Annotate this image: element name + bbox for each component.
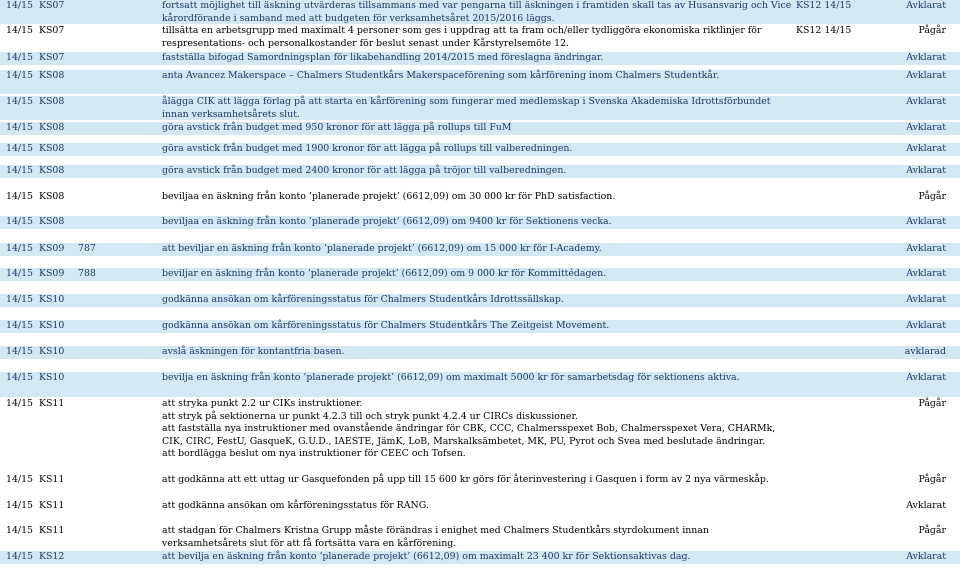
table-row [0, 243, 960, 256]
cell-status: Pågår [918, 25, 946, 36]
table-row [0, 122, 960, 135]
cell-decision: godkänna ansökan om kårföreningsstatus för Chalmers Studentkårs The Zeitgeist Movement. [162, 320, 610, 331]
cell-meeting: KS11 [39, 398, 65, 409]
cell-decision: att godkänna att ett uttag ur Gasquefonden på upp till 15 600 kr görs för återinvestering i Gasquen i form av 2 nya värmeskåp. [162, 474, 769, 485]
table-row [0, 165, 960, 178]
cell-status: Avklarat [906, 0, 946, 11]
cell-decision: att stryka punkt 2.2 ur CIKs instruktioner. att stryk på sektionerna ur punkt 4.2.3 till och stryk punkt 4.2.4 ur CIRCs diskussioner. att fastställa nya instruktioner med ovanstående ändringar för CBK, CCC, Chalmersspexet Bob, Chalmersspexet Vera, CHARMk, CIK, CIRC, FestU, GasqueK, G.U.D., IAESTE, JämK, LoB, Marskalksämbetet, MK, PU, Pyrot och Svea med beslutade ändringar. att bordlägga beslut om nya instruktioner för CEEC och Tofsen. [162, 398, 776, 459]
cell-meeting: KS08 [39, 122, 65, 133]
cell-decision: beviljaa en äskning från konto ’planerade projekt’ (6612,09) om 30 000 kr för PhD satisfaction. [162, 191, 616, 202]
cell-status: Avklarat [906, 122, 946, 133]
cell-reference: KS12 14/15 [796, 25, 852, 36]
table-row [0, 70, 960, 94]
table-row [0, 320, 960, 333]
cell-status: Pågår [918, 398, 946, 409]
cell-meeting: KS09 [39, 243, 65, 254]
cell-year: 14/15 [6, 25, 34, 36]
table-row [0, 294, 960, 307]
cell-year: 14/15 [6, 320, 34, 331]
cell-decision: göra avstick från budget med 1900 kronor för att lägga på rollups till valberedningen. [162, 143, 573, 154]
cell-year: 14/15 [6, 294, 34, 305]
table-row [0, 346, 960, 359]
cell-decision: anta Avancez Makerspace – Chalmers Studentkårs Makerspaceförening som kårförening inom Chalmers Studentkår. [162, 70, 720, 81]
table-row [0, 525, 960, 550]
table-row [0, 25, 960, 50]
cell-status: Avklarat [906, 216, 946, 227]
table-row [0, 191, 960, 204]
cell-year: 14/15 [6, 52, 34, 63]
table-row [0, 268, 960, 281]
table-row [0, 474, 960, 499]
cell-decision: bevilja en äskning från konto ’planerade projekt’ (6612,09) om maximalt 5000 kr för samarbetsdag för sektionens aktiva. [162, 372, 740, 383]
cell-status: Avklarat [906, 500, 946, 511]
cell-year: 14/15 [6, 346, 34, 357]
cell-status: Avklarat [906, 243, 946, 254]
cell-meeting: KS11 [39, 525, 65, 536]
cell-meeting: KS10 [39, 346, 65, 357]
cell-status: Avklarat [906, 294, 946, 305]
cell-year: 14/15 [6, 143, 34, 154]
cell-meeting: KS08 [39, 96, 65, 107]
cell-status: Avklarat [906, 551, 946, 562]
table-row [0, 500, 960, 513]
cell-meeting: KS09 [39, 268, 65, 279]
cell-meeting: KS08 [39, 165, 65, 176]
cell-meeting: KS11 [39, 500, 65, 511]
cell-decision: avslå äskningen för kontantfria basen. [162, 346, 345, 357]
cell-status: Avklarat [906, 52, 946, 63]
cell-meeting: KS12 [39, 551, 65, 562]
cell-decision: att godkänna ansökan om kårföreningsstatus för RANG. [162, 500, 429, 511]
cell-year: 14/15 [6, 398, 34, 409]
cell-status: Avklarat [906, 96, 946, 107]
cell-year: 14/15 [6, 372, 34, 383]
cell-year: 14/15 [6, 216, 34, 227]
cell-status: Avklarat [906, 165, 946, 176]
cell-meeting: KS07 [39, 52, 65, 63]
table-row [0, 0, 960, 24]
cell-decision: att stadgan för Chalmers Kristna Grupp måste förändras i enighet med Chalmers Studentkårs styrdokument innan verksamhetsårets slut för att få fortsätta vara en kårförening. [162, 525, 712, 549]
table-row [0, 216, 960, 229]
cell-meeting: KS07 [39, 0, 65, 11]
cell-status: Avklarat [906, 143, 946, 154]
table-row [0, 52, 960, 65]
cell-decision: godkänna ansökan om kårföreningsstatus för Chalmers Studentkårs Idrottssällskap. [162, 294, 564, 305]
cell-decision: att bevilja en äskning från konto ’planerade projekt’ (6612,09) om maximalt 23 400 kr för Sektionsaktivas dag. [162, 551, 691, 562]
table-row [0, 551, 960, 564]
cell-year: 14/15 [6, 70, 34, 81]
cell-meeting: KS08 [39, 216, 65, 227]
cell-year: 14/15 [6, 474, 34, 485]
cell-decision: göra avstick från budget med 950 kronor för att lägga på rollups till FuM [162, 122, 512, 133]
cell-decision: beviljaa en äskning från konto ’planerade projekt’ (6612,09) om 9400 kr för Sektionens vecka. [162, 216, 612, 227]
cell-year: 14/15 [6, 525, 34, 536]
cell-year: 14/15 [6, 122, 34, 133]
table-row [0, 372, 960, 397]
cell-decision: fastställa bifogad Samordningsplan för likabehandling 2014/2015 med föreslagna ändringar. [162, 52, 604, 63]
cell-decision: att beviljar en äskning från konto ’planerade projekt’ (6612,09) om 15 000 kr för I-Academy. [162, 243, 602, 254]
cell-status: Avklarat [906, 268, 946, 279]
cell-year: 14/15 [6, 96, 34, 107]
cell-decision: göra avstick från budget med 2400 kronor för att lägga på tröjor till valberedningen. [162, 165, 567, 176]
cell-year: 14/15 [6, 268, 34, 279]
cell-status: Avklarat [906, 320, 946, 331]
cell-meeting: KS08 [39, 191, 65, 202]
cell-meeting: KS10 [39, 294, 65, 305]
cell-year: 14/15 [6, 165, 34, 176]
cell-status: Pågår [918, 474, 946, 485]
table-row [0, 398, 960, 474]
cell-status: Pågår [918, 191, 946, 202]
cell-year: 14/15 [6, 0, 34, 11]
cell-status: Avklarat [906, 372, 946, 383]
table-row [0, 143, 960, 156]
cell-decision: tillsätta en arbetsgrupp med maximalt 4 personer som ges i uppdrag att ta fram och/eller tydliggöra ekonomiska riktlinjer för respresentations- och personalkostander för beslut senast under Kårstyrelsemöte 12. [162, 25, 765, 49]
cell-meeting: KS11 [39, 474, 65, 485]
cell-meeting: KS10 [39, 372, 65, 383]
table-row [0, 96, 960, 120]
cell-meeting: KS10 [39, 320, 65, 331]
cell-decision: fortsatt möjlighet till äskning utvärderas tillsammans med var pengarna till äskningen i framtiden skall tas av Husansvarig och Vice kårordförande i samband med att budgeten för verksamhetsåret 2015/2016 läggs. [162, 0, 795, 24]
cell-meeting: KS07 [39, 25, 65, 36]
cell-meeting: KS08 [39, 70, 65, 81]
cell-meeting: KS08 [39, 143, 65, 154]
cell-decision: beviljar en äskning från konto ’planerade projekt’ (6612,09) om 9 000 kr för Kommittédagen. [162, 268, 607, 279]
cell-number: 787 [78, 243, 96, 254]
cell-decision: ålägga CIK att lägga förlag på att starta en kårförening som fungerar med medlemskap i Svenska Akademiska Idrottsförbundet innan verksamhetsårets slut. [162, 96, 774, 120]
cell-year: 14/15 [6, 500, 34, 511]
cell-number: 788 [78, 268, 96, 279]
cell-year: 14/15 [6, 243, 34, 254]
cell-year: 14/15 [6, 551, 34, 562]
cell-status: avklarad [904, 346, 946, 357]
cell-status: Pågår [918, 525, 946, 536]
cell-reference: KS12 14/15 [796, 0, 852, 11]
cell-status: Avklarat [906, 70, 946, 81]
cell-year: 14/15 [6, 191, 34, 202]
